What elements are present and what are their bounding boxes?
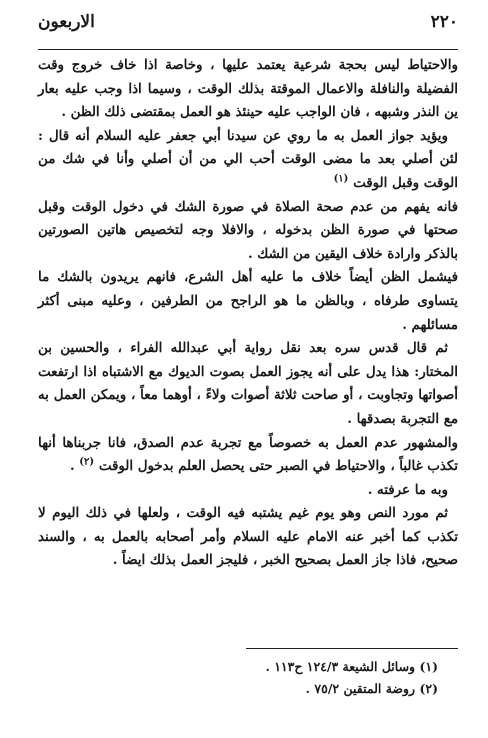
footnotes — [120, 656, 438, 700]
header-divider — [38, 49, 458, 50]
paragraph: والمشهور عدم العمل به خصوصاً مع تجربة عدم الصدق، فانا جربناها أنها تكذب غالباً ، والاحتياط في الصبر حتى يحصل العلم بدخول الوقت $^{(٢)}$ . — [38, 434, 458, 475]
footnote: (٢) روضة المتقين ٧٥/٢ . — [305, 681, 438, 696]
paragraph — [38, 337, 458, 431]
paragraph-text: ثم قال قدس سره بعد نقل رواية أبي عبدالله الفراء ، والحسين بن المختار: هذا يدل على أنه يجوز العمل بصوت الديوك مع الاشتباه اذا ارتفعت أصواتها وتجاوبت ، أو صاحت ثلاثة أصوات ولاءً ، أوهما معاً ، ويمكن العمل به مع التجربة بصدقها . — [38, 340, 458, 427]
footnote-reference: (٢) — [79, 456, 95, 468]
footnote-reference: (١) — [333, 173, 349, 185]
paragraph — [38, 502, 458, 573]
paragraph — [38, 54, 458, 125]
page-header — [38, 12, 458, 36]
running-title: الاربعون — [38, 12, 95, 32]
footnote: (١) وسائل الشيعة ١٢٤/٣ ح١١٣ . — [265, 659, 438, 674]
paragraph — [38, 479, 458, 503]
paragraph-text: ثم مورد النص وهو يوم غيم يشتبه فيه الوقت ، ولعلها في ذلك اليوم لا تكذب كما أخبر عنه الامام عليه السلام وأمر أصحابه بالعمل به ، والسند صحيح، فاذا جاز العمل بصحيح الخبر ، فليجز العمل بذلك ايضاً . — [38, 505, 458, 569]
paragraph-text: والاحتياط ليس بحجة شرعية يعتمد عليها ، وخاصة اذا خاف خروج وقت الفضيلة والنافلة والاعمال الموقتة بذلك الوقت ، وسيما اذا وجب عليه بعار ين النذر وشبهه ، فان الواجب عليه حينئذ هو العمل بمقتضى ذلك الظن . — [38, 57, 458, 121]
paragraph-text: وبه ما عرفته . — [367, 481, 448, 498]
paragraph-text: والمشهور عدم العمل به خصوصاً مع تجربة عدم الصدق، فانا جربناها أنها تكذب غالباً ، والاحتياط في الصبر حتى يحصل العلم بدخول الوقت — [38, 434, 458, 475]
paragraph — [38, 266, 458, 337]
paragraph-text: ويؤيد جواز العمل به ما روي عن سيدنا أبي جعفر عليه السلام أنه قال : لئن أصلي بعد ما مضى الوقت أحب الي من أن أصلي وأنا في شك من الوقت وقبل الوقت — [38, 127, 458, 191]
page-number: ٢٢٠ — [430, 12, 458, 32]
main-text — [38, 54, 458, 573]
paragraph — [38, 196, 458, 267]
paragraph-text: فانه يفهم من عدم صحة الصلاة في صورة الشك في دخول الوقت وقبل صحتها في صورة الظن بدخوله ، والافلا وجه لتخصيص هاتين الصورتين بالذكر وارادة خلاف اليقين من الشك . — [38, 198, 458, 262]
paragraph — [38, 125, 458, 196]
paragraph-text: فيشمل الظن أيضاً خلاف ما عليه أهل الشرع، فانهم يريدون بالشك ما يتساوى طرفاه ، وبالظن ما هو الراجح من الطرفين ، وعليه مبنى أكثر مسائلهم . — [38, 269, 458, 333]
footnote-divider — [246, 648, 458, 649]
